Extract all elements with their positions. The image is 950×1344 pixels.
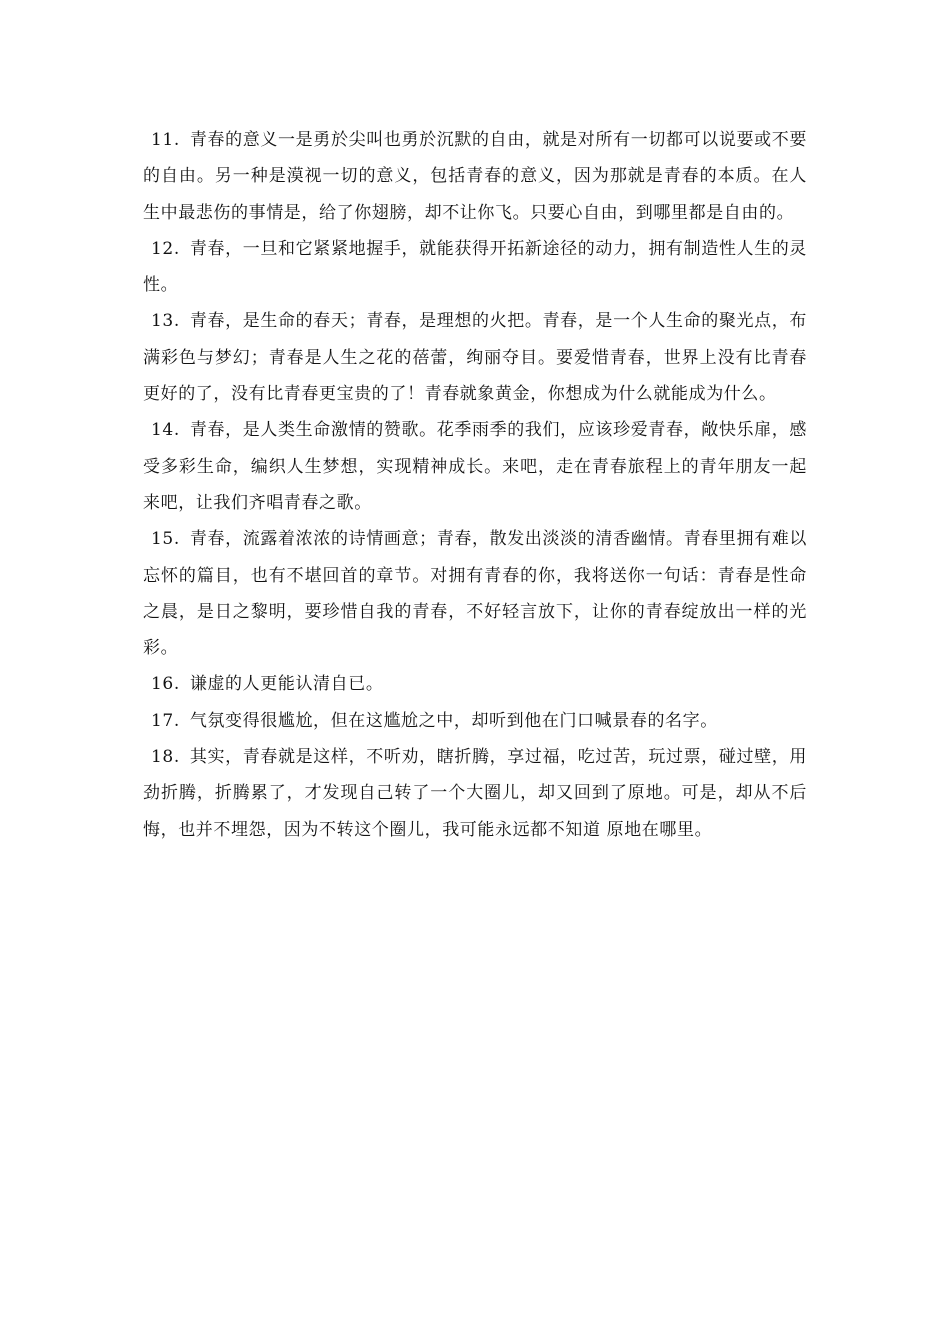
list-item — [143, 521, 807, 666]
item-text: 青春，是生命的春天；青春，是理想的火把。青春，是一个人生命的聚光点，布满彩色与梦幻；青春是人生之花的蓓蕾，绚丽夺目。要爱惜青春，世界上没有比青春更好的了，没有比青春更宝贵的了！青春就象黄金，你想成为什么就能成为什么。 — [143, 311, 807, 405]
item-text: 青春，一旦和它紧紧地握手，就能获得开拓新途径的动力，拥有制造性人生的灵性。 — [143, 238, 807, 296]
list-item — [143, 703, 807, 739]
list-item — [143, 122, 807, 231]
list-item — [143, 231, 807, 304]
item-text: 青春的意义一是勇於尖叫也勇於沉默的自由，就是对所有一切都可以说要或不要的自由。另一种是漠视一切的意义，包括青春的意义，因为那就是青春的本质。在人生中最悲伤的事情是，给了你翅膀，却不让你飞。只要心自由，到哪里都是自由的。 — [143, 130, 807, 223]
document-body — [143, 122, 807, 848]
item-number: 15. — [151, 529, 180, 550]
list-item — [143, 412, 807, 521]
item-number: 13. — [151, 311, 180, 332]
list-item — [143, 739, 807, 848]
item-text: 气氛变得很尴尬，但在这尴尬之中，却听到他在门口喊景春的名字。 — [189, 710, 718, 731]
item-number: 14. — [151, 420, 180, 441]
item-number: 17. — [151, 710, 180, 731]
item-number: 16. — [151, 674, 180, 695]
item-text: 青春，是人类生命激情的赞歌。花季雨季的我们，应该珍爱青春，敞快乐扉，感受多彩生命，编织人生梦想，实现精神成长。来吧，走在青春旅程上的青年朋友一起来吧，让我们齐唱青春之歌。 — [143, 420, 807, 513]
item-number: 12. — [151, 238, 180, 259]
item-text: 谦虚的人更能认清自已。 — [189, 674, 384, 695]
item-number: 18. — [151, 747, 180, 768]
item-text: 其实，青春就是这样，不听劝，瞎折腾，享过福，吃过苦，玩过票，碰过壁，用劲折腾，折腾累了，才发现自己转了一个大圈儿，却又回到了原地。可是，却从不后悔，也并不埋怨，因为不转这个圈儿，我可能永远都不知道 原地在哪里。 — [143, 747, 807, 840]
list-item — [143, 666, 807, 702]
list-item — [143, 303, 807, 412]
item-number: 11. — [151, 130, 180, 150]
item-text: 青春，流露着浓浓的诗情画意；青春，散发出淡淡的清香幽情。青春里拥有难以忘怀的篇目，也有不堪回首的章节。对拥有青春的你，我将送你一句话：青春是性命之晨，是日之黎明，要珍惜自我的青春，不好轻言放下，让你的青春绽放出一样的光彩。 — [143, 529, 807, 659]
